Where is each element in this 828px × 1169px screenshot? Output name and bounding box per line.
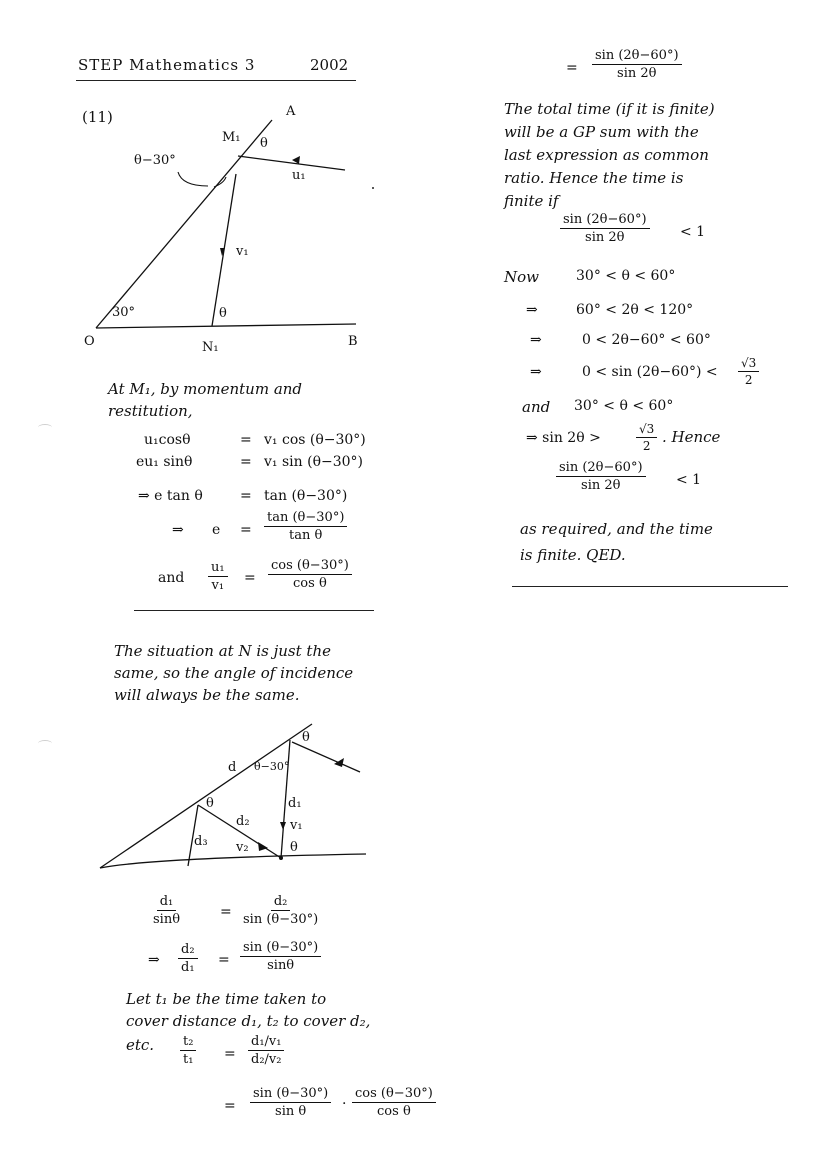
right-s3-fraction (738, 356, 759, 387)
para2-line-1: Let t₁ be the time taken to (126, 990, 327, 1008)
right-para-line-5: finite if (504, 192, 559, 210)
right-para-line-3: last expression as common (504, 146, 709, 164)
eq7-rhs-num: sin (θ−30°) (240, 940, 321, 957)
eq4-arrow: ⇒ (172, 522, 184, 538)
diagram2-label-d1: d₁ (288, 796, 302, 811)
diagram1-label-theta-minus-30: θ−30° (134, 153, 176, 168)
right-s5-fden: 2 (642, 439, 651, 453)
right-conclusion-line-1: as required, and the time (520, 520, 713, 538)
eq5-rhs-num: cos (θ−30°) (268, 558, 352, 575)
diagram1-label-M1: M₁ (222, 130, 241, 145)
right-s2-arrow: ⇒ (530, 332, 542, 348)
eq2-rhs: v₁ sin (θ−30°) (264, 454, 363, 470)
eq1-eq: = (240, 432, 252, 448)
eq7-lhs-den: d₁ (181, 960, 195, 975)
diagram2-arrow-v1 (280, 822, 286, 830)
right-s6-rel: < 1 (676, 472, 702, 488)
eq8-rhs-num: d₁/v₁ (248, 1034, 284, 1051)
diagram2-label-theta-mid: θ (206, 796, 214, 811)
eq2-eq: = (240, 454, 252, 470)
right-para-line-4: ratio. Hence the time is (504, 169, 684, 187)
diagram1-label-v1: v₁ (236, 244, 249, 259)
intro-line-2: restitution, (108, 402, 193, 420)
intro-line-1: At M₁, by momentum and (108, 380, 303, 398)
eq8-lhs-fraction (180, 1034, 196, 1067)
section-divider (134, 610, 374, 611)
right-divider (512, 586, 788, 587)
right-s3-fnum: √3 (738, 356, 759, 372)
right-conclusion-line-2: is finite. QED. (520, 546, 626, 564)
eq3-eq: = (240, 488, 252, 504)
diagram2-label-theta-minus-30: θ−30° (254, 760, 290, 773)
question-number: (11) (82, 108, 113, 126)
diagram2-label-v1: v₁ (290, 818, 303, 833)
right-s4-expr: 30° < θ < 60° (574, 398, 674, 414)
eq3-rhs: tan (θ−30°) (264, 488, 348, 504)
eq7-rhs-den: sinθ (267, 958, 295, 973)
diagram2-label-v2: v₂ (236, 840, 249, 855)
eq7-lhs-fraction (178, 942, 198, 975)
eq4-denominator: tan θ (289, 528, 323, 543)
right-s6-den: sin 2θ (581, 478, 621, 493)
eq8-lhs-den: t₁ (183, 1052, 194, 1067)
eq8-lhs-num: t₂ (180, 1034, 196, 1051)
right-s5-fnum: √3 (636, 422, 657, 438)
right-s6-num: sin (2θ−60°) (556, 460, 646, 477)
eq9-dot: · (342, 1096, 347, 1112)
eq5-rhs-den: cos θ (293, 576, 327, 591)
diagram2-line-bottom (100, 854, 366, 868)
right-s5-expr: ⇒ sin 2θ > (526, 430, 601, 446)
eq1-rhs: v₁ cos (θ−30°) (264, 432, 366, 448)
eq2-lhs: eu₁ sinθ (136, 454, 193, 470)
diagram1-line-OB (96, 324, 356, 328)
eq8-rhs-fraction (248, 1034, 284, 1067)
right-top-fraction (592, 48, 682, 81)
eq9-frac2 (352, 1086, 436, 1119)
eq4-lhs: e (212, 522, 221, 538)
right-top-eq: = (566, 60, 578, 76)
eq9-frac1 (250, 1086, 331, 1119)
eq5-eq: = (244, 570, 256, 586)
eq7-arrow: ⇒ (148, 952, 160, 968)
right-s1-arrow: ⇒ (526, 302, 538, 318)
right-top-num: sin (2θ−60°) (592, 48, 682, 65)
right-condition-fraction (560, 212, 650, 245)
diagram1-label-theta-bottom: θ (219, 306, 227, 321)
eq5-lhs-num: u₁ (208, 560, 228, 577)
para-line-3: will always be the same. (114, 686, 300, 704)
eq6-lhs-num: d₁ (157, 894, 177, 911)
eq9-frac1-num: sin (θ−30°) (250, 1086, 331, 1103)
eq8-rhs-den: d₂/v₂ (251, 1052, 282, 1067)
eq5-and: and (158, 570, 185, 586)
diagram2-label-theta-low: θ (290, 840, 298, 855)
header-year: 2002 (310, 56, 349, 74)
right-s5-tail: . Hence (662, 428, 721, 446)
header-title: STEP Mathematics 3 (78, 56, 256, 74)
eq5-rhs-fraction (268, 558, 352, 591)
eq6-lhs-fraction (150, 894, 183, 927)
eq4-fraction (264, 510, 347, 543)
eq9-frac1-den: sin θ (275, 1104, 307, 1119)
right-now-word: Now (504, 268, 539, 286)
right-s2-expr: 0 < 2θ−60° < 60° (582, 332, 711, 348)
para-line-2: same, so the angle of incidence (114, 664, 354, 682)
diagram1-line-OA (96, 120, 272, 328)
right-para-line-2: will be a GP sum with the (504, 123, 699, 141)
diagram1-label-theta-top: θ (260, 136, 268, 151)
diagram1-label-N1: N₁ (202, 340, 219, 355)
para2-line-2: cover distance d₁, t₂ to cover d₂, (126, 1012, 371, 1030)
diagram1-label-pointer (178, 172, 208, 186)
eq7-eq: = (218, 952, 230, 968)
eq6-rhs-den: sin (θ−30°) (243, 912, 319, 927)
right-s1-expr: 60° < 2θ < 120° (576, 302, 694, 318)
right-s4-word: and (522, 398, 551, 416)
right-s3-expr: 0 < sin (2θ−60°) < (582, 364, 718, 380)
diagram1-label-O: O (84, 334, 95, 349)
eq7-rhs-fraction (240, 940, 321, 973)
diagram2-label-theta-top: θ (302, 730, 310, 745)
diagram1-label-30deg: 30° (112, 305, 136, 320)
eq6-rhs-fraction (240, 894, 321, 927)
right-condition-rel: < 1 (680, 224, 706, 240)
diagram2-label-d3: d₃ (194, 834, 208, 849)
diagram2-arrow-v2 (258, 842, 268, 851)
diagram1-label-A: A (286, 104, 296, 119)
right-s3-fden: 2 (744, 373, 753, 387)
diagram2-label-d2: d₂ (236, 814, 250, 829)
diagram1-label-u1: u₁ (292, 168, 306, 183)
eq9-frac2-den: cos θ (377, 1104, 411, 1119)
etc-label: etc. (126, 1036, 155, 1054)
eq3-lhs: ⇒ e tan θ (138, 488, 203, 504)
eq4-eq: = (240, 522, 252, 538)
eq6-eq: = (220, 904, 232, 920)
para-line-1: The situation at N is just the (114, 642, 331, 660)
eq1-lhs: u₁cosθ (144, 432, 191, 448)
eq6-rhs-num: d₂ (271, 894, 291, 911)
right-para-line-1: The total time (if it is finite) (504, 100, 715, 118)
eq9-eq: = (224, 1098, 236, 1114)
right-condition-num: sin (2θ−60°) (560, 212, 650, 229)
right-s6-fraction (556, 460, 646, 493)
diagram1-label-B: B (348, 334, 358, 349)
eq6-lhs-den: sinθ (153, 912, 181, 927)
right-condition-den: sin 2θ (585, 230, 625, 245)
eq8-eq: = (224, 1046, 236, 1062)
eq7-lhs-num: d₂ (178, 942, 198, 959)
diagram2-label-d: d (228, 760, 237, 775)
eq4-numerator: tan (θ−30°) (264, 510, 347, 527)
diagram2-incoming (292, 742, 360, 772)
right-s3-arrow: ⇒ (530, 364, 542, 380)
eq5-lhs-den: v₁ (211, 578, 225, 593)
right-top-den: sin 2θ (617, 66, 657, 81)
eq9-frac2-num: cos (θ−30°) (352, 1086, 436, 1103)
eq5-lhs-fraction (208, 560, 228, 593)
diagram2-arrow-in (334, 758, 344, 767)
right-now-expr: 30° < θ < 60° (576, 268, 676, 284)
right-s5-fraction (636, 422, 657, 453)
